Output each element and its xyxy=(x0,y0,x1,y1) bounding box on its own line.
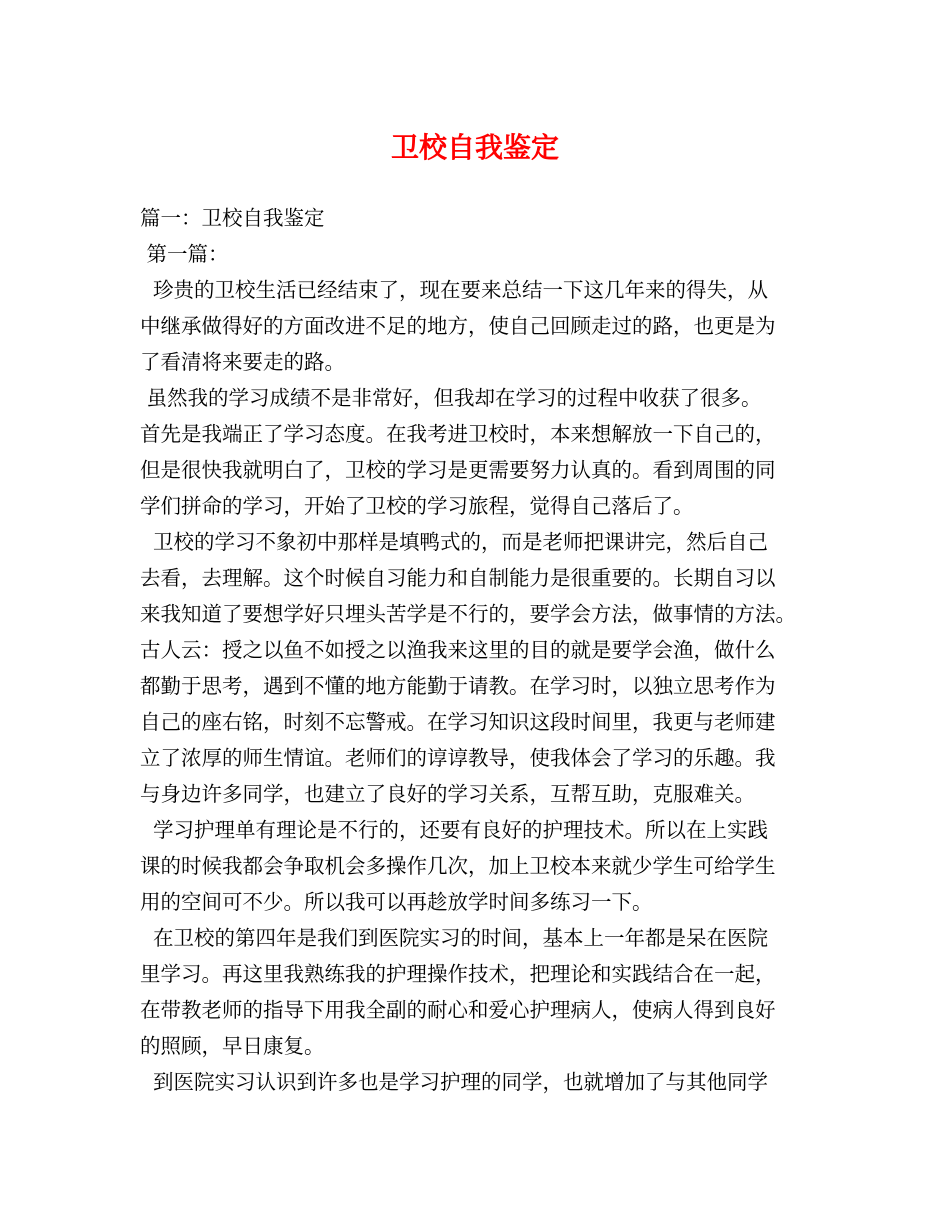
text-line: 都勤于思考，遇到不懂的地方能勤于请教。在学习时，以独立思考作为 xyxy=(140,674,776,698)
document-title: 卫校自我鉴定 xyxy=(390,131,559,164)
text-line: 课的时候我都会争取机会多操作几次，加上卫校本来就少学生可给学生 xyxy=(140,854,776,878)
text-line: 的照顾，早日康复。 xyxy=(140,1034,325,1058)
text-line: 卫校的学习不象初中那样是填鸭式的，而是老师把课讲完，然后自己 xyxy=(140,530,769,554)
text-line: 里学习。再这里我熟练我的护理操作技术，把理论和实践结合在一起， xyxy=(140,962,776,986)
text-line: 用的空间可不少。所以我可以再趁放学时间多练习一下。 xyxy=(140,890,653,914)
text-line: 自己的座右铭，时刻不忘警戒。在学习知识这段时间里，我更与老师建 xyxy=(140,710,776,734)
text-line: 中继承做得好的方面改进不足的地方，使自己回顾走过的路，也更是为 xyxy=(140,314,776,338)
text-line: 珍贵的卫校生活已经结束了，现在要来总结一下这几年来的得失，从 xyxy=(140,278,769,302)
text-line: 第一篇： xyxy=(140,242,229,266)
text-line: 虽然我的学习成绩不是非常好，但我却在学习的过程中收获了很多。 xyxy=(140,386,762,410)
text-line: 来我知道了要想学好只埋头苦学是不行的，要学会方法，做事情的方法。 xyxy=(140,602,796,626)
text-line: 但是很快我就明白了，卫校的学习是更需要努力认真的。看到周围的同 xyxy=(140,458,776,482)
text-line: 立了浓厚的师生情谊。老师们的谆谆教导，使我体会了学习的乐趣。我 xyxy=(140,746,776,770)
text-line: 篇一：卫校自我鉴定 xyxy=(140,206,325,230)
text-line: 古人云：授之以鱼不如授之以渔我来这里的目的就是要学会渔，做什么 xyxy=(140,638,776,662)
text-line: 了看清将来要走的路。 xyxy=(140,350,345,374)
text-line: 在卫校的第四年是我们到医院实习的时间，基本上一年都是呆在医院 xyxy=(140,926,769,950)
text-line: 去看，去理解。这个时候自习能力和自制能力是很重要的。长期自习以 xyxy=(140,566,776,590)
text-line: 在带教老师的指导下用我全副的耐心和爱心护理病人，使病人得到良好 xyxy=(140,998,776,1022)
text-line: 学们拼命的学习，开始了卫校的学习旅程，觉得自己落后了。 xyxy=(140,494,694,518)
document-body xyxy=(140,200,830,1100)
text-line: 到医院实习认识到许多也是学习护理的同学，也就增加了与其他同学 xyxy=(140,1070,769,1094)
text-line: 与身边许多同学，也建立了良好的学习关系，互帮互助，克服难关。 xyxy=(140,782,755,806)
text-line: 首先是我端正了学习态度。在我考进卫校时，本来想解放一下自己的， xyxy=(140,422,776,446)
text-line: 学习护理单有理论是不行的，还要有良好的护理技术。所以在上实践 xyxy=(140,818,769,842)
